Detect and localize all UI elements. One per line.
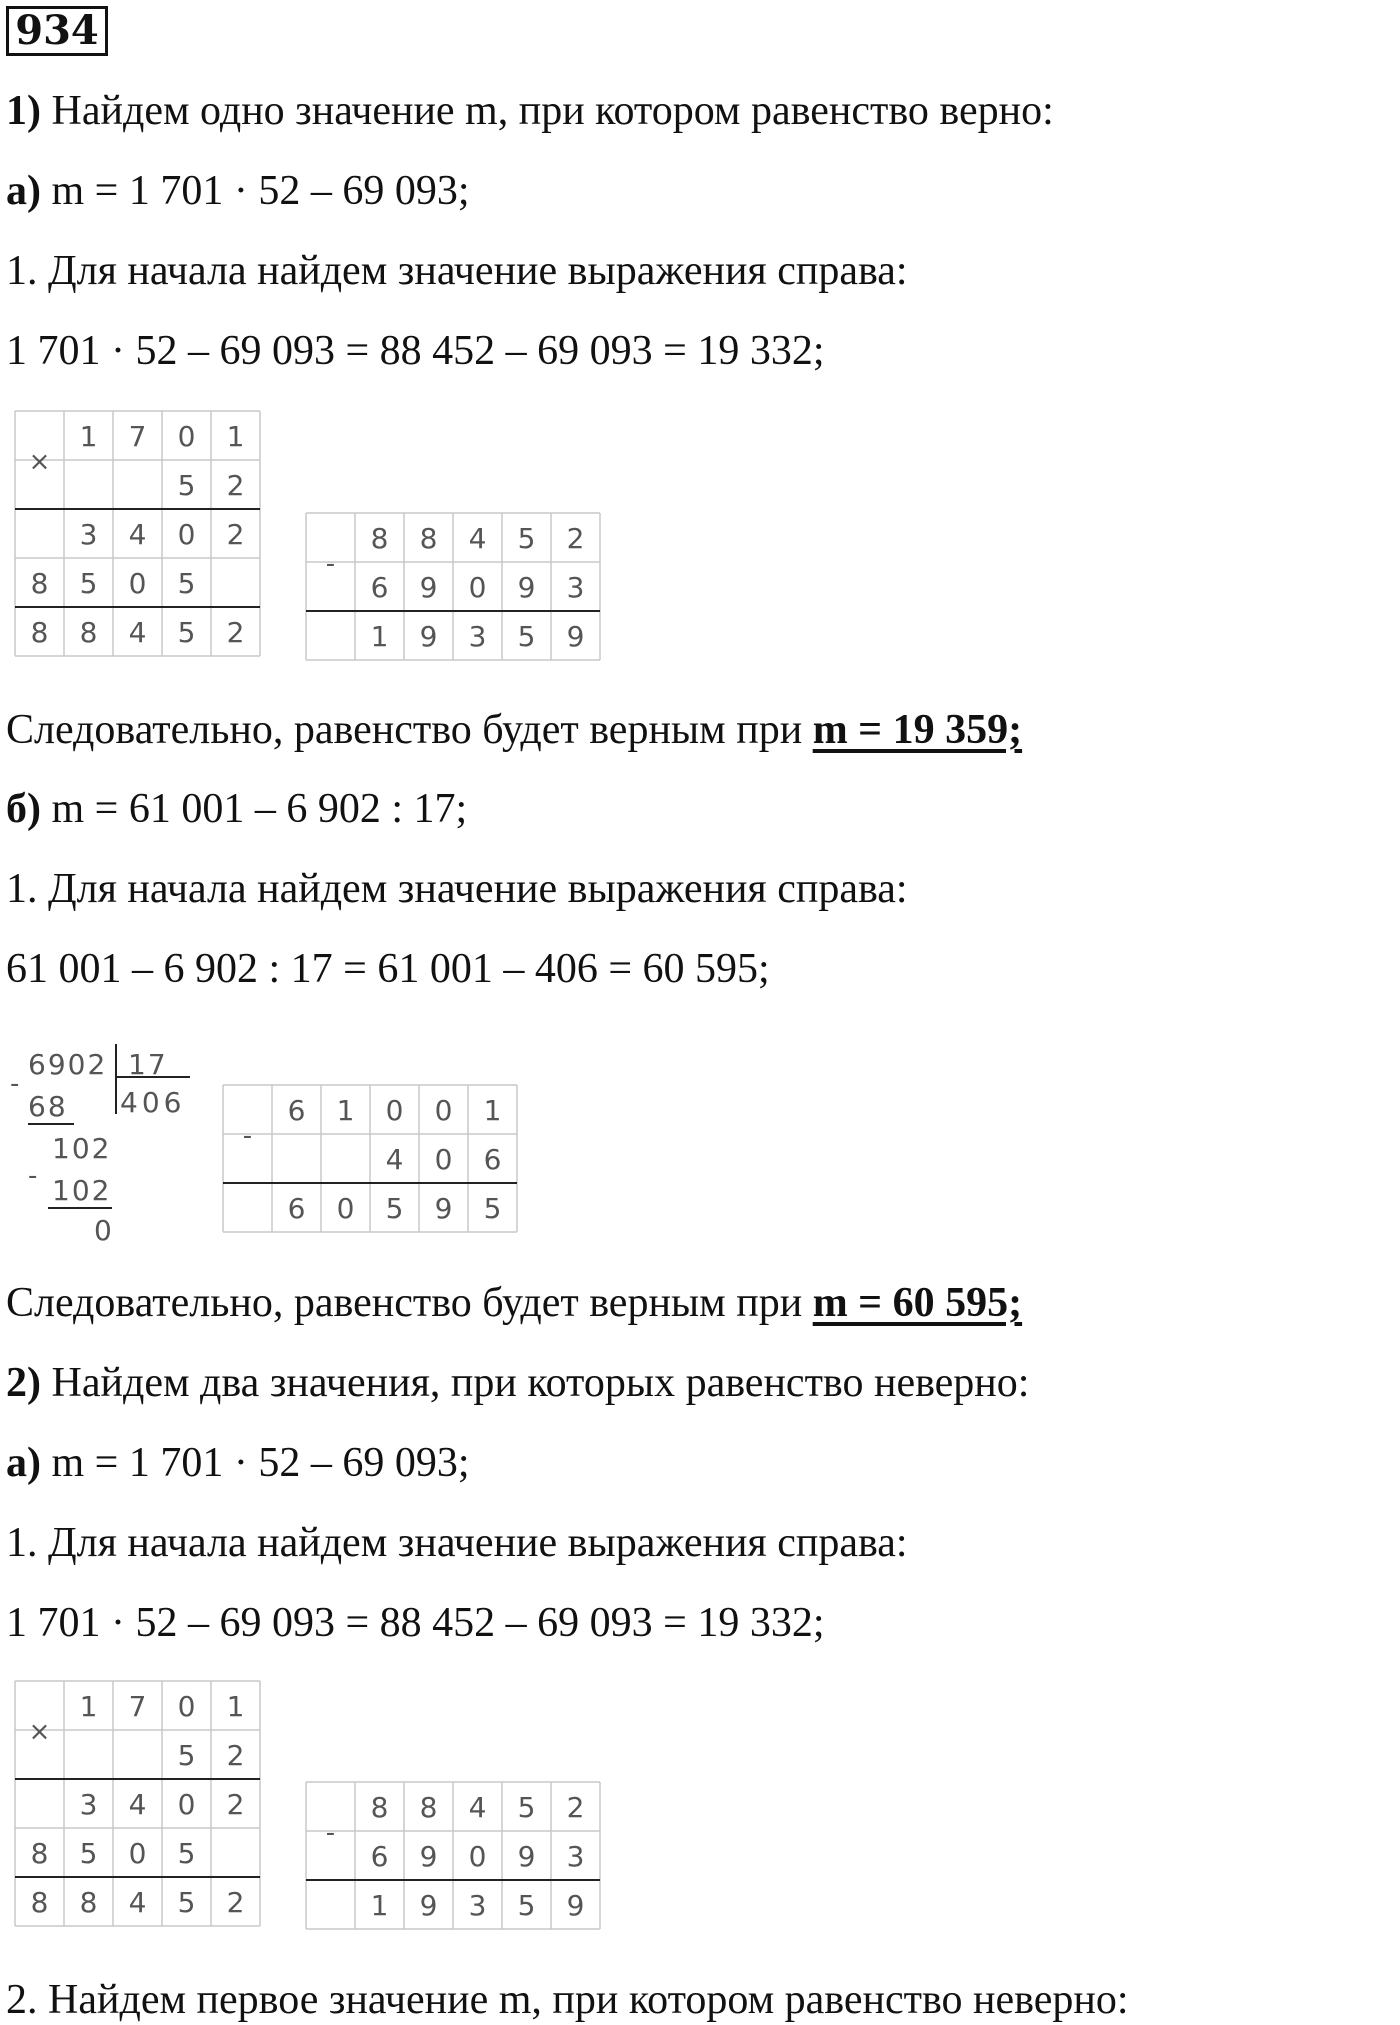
digit-cell: 8 bbox=[79, 1886, 98, 1919]
sub-table-2 bbox=[222, 1084, 520, 1235]
digit-cell: 1 bbox=[483, 1094, 502, 1127]
digit-cell: 4 bbox=[468, 522, 487, 555]
digit-cell: 1 bbox=[336, 1094, 355, 1127]
digit-cell: 3 bbox=[566, 571, 585, 604]
digit-cell: 5 bbox=[177, 567, 196, 600]
division-remainder: 0 bbox=[94, 1214, 112, 1242]
digit-cell: 4 bbox=[385, 1143, 404, 1176]
digit-cell: 1 bbox=[370, 1889, 389, 1922]
digit-cell: 4 bbox=[128, 518, 147, 551]
digit-cell: 8 bbox=[30, 1837, 49, 1870]
digit-cell: 9 bbox=[566, 620, 585, 653]
digit-cell: 8 bbox=[370, 522, 389, 555]
digit-cell: 1 bbox=[79, 1690, 98, 1723]
digit-cell: 8 bbox=[419, 1791, 438, 1824]
part1-heading bbox=[6, 86, 1054, 136]
sub-table-1 bbox=[305, 512, 603, 663]
digit-cell: 0 bbox=[177, 1690, 196, 1723]
digit-cell: 0 bbox=[434, 1094, 453, 1127]
operation-sign: - bbox=[242, 1121, 253, 1151]
digit-cell: 2 bbox=[566, 1791, 585, 1824]
digit-cell: 5 bbox=[517, 620, 536, 653]
digit-cell: 9 bbox=[517, 571, 536, 604]
digit-cell: 6 bbox=[287, 1094, 306, 1127]
digit-cell: 8 bbox=[30, 567, 49, 600]
digit-cell: 0 bbox=[177, 518, 196, 551]
digit-cell: 6 bbox=[370, 571, 389, 604]
digit-cell: 1 bbox=[226, 1690, 245, 1723]
digit-cell: 5 bbox=[79, 1837, 98, 1870]
digit-cell: 0 bbox=[385, 1094, 404, 1127]
digit-cell: 1 bbox=[370, 620, 389, 653]
digit-cell: 3 bbox=[468, 1889, 487, 1922]
b1-step: 1. Для начала найдем значение выражения справа: bbox=[6, 866, 908, 912]
a2-calc: 1 701 · 52 – 69 093 = 88 452 – 69 093 = 19 332; bbox=[6, 1600, 825, 1646]
a1-expression bbox=[6, 166, 470, 216]
a1-conclusion-text: Следовательно, равенство будет верным при bbox=[6, 707, 813, 753]
digit-cell: 5 bbox=[517, 522, 536, 555]
sub-table-3 bbox=[305, 1781, 603, 1932]
a1-step: 1. Для начала найдем значение выражения справа: bbox=[6, 248, 908, 294]
digit-cell: 2 bbox=[226, 1739, 245, 1772]
digit-cell: 0 bbox=[128, 1837, 147, 1870]
part2-heading bbox=[6, 1358, 1029, 1408]
digit-cell: 7 bbox=[128, 1690, 147, 1723]
digit-cell: 9 bbox=[517, 1840, 536, 1873]
digit-cell: 5 bbox=[177, 616, 196, 649]
digit-cell: 5 bbox=[385, 1192, 404, 1225]
b1-conclusion bbox=[6, 1278, 1022, 1328]
b1-answer: m = 60 595; bbox=[812, 1280, 1023, 1326]
digit-cell: 2 bbox=[226, 469, 245, 502]
division-minus-2: - bbox=[28, 1161, 38, 1191]
digit-cell: 5 bbox=[483, 1192, 502, 1225]
step2-text: 2. Найдем первое значение m, при котором равенство неверно: bbox=[6, 1977, 1129, 2023]
digit-cell: 2 bbox=[566, 522, 585, 555]
a2-expression bbox=[6, 1438, 470, 1488]
digit-cell: 5 bbox=[79, 567, 98, 600]
digit-cell: 6 bbox=[287, 1192, 306, 1225]
digit-cell: 1 bbox=[79, 420, 98, 453]
digit-cell: 0 bbox=[177, 420, 196, 453]
digit-cell: 3 bbox=[79, 1788, 98, 1821]
digit-cell: 9 bbox=[419, 571, 438, 604]
part1-text: Найдем одно значение m, при котором равенство верно: bbox=[41, 88, 1054, 134]
b1-label: б) bbox=[6, 786, 41, 832]
a1-answer: m = 19 359; bbox=[812, 707, 1023, 753]
digit-cell: 8 bbox=[79, 616, 98, 649]
part1-label: 1) bbox=[6, 88, 41, 134]
a2-label: а) bbox=[6, 1440, 41, 1486]
digit-cell: 8 bbox=[30, 616, 49, 649]
division-step-1: 68 bbox=[28, 1090, 68, 1123]
division-quotient: 406 bbox=[120, 1086, 186, 1119]
a1-calc: 1 701 · 52 – 69 093 = 88 452 – 69 093 = 19 332; bbox=[6, 328, 825, 374]
digit-cell: 9 bbox=[419, 1889, 438, 1922]
digit-cell: 0 bbox=[468, 571, 487, 604]
b1-expr: m = 61 001 – 6 902 : 17; bbox=[41, 786, 468, 832]
a1-conclusion bbox=[6, 705, 1022, 755]
digit-cell: 5 bbox=[517, 1791, 536, 1824]
a2-expr: m = 1 701 · 52 – 69 093; bbox=[41, 1440, 470, 1486]
digit-cell: 8 bbox=[419, 522, 438, 555]
b1-calc: 61 001 – 6 902 : 17 = 61 001 – 406 = 60 595; bbox=[6, 946, 770, 992]
digit-cell: 9 bbox=[419, 1840, 438, 1873]
digit-cell: 3 bbox=[468, 620, 487, 653]
digit-cell: 4 bbox=[128, 1788, 147, 1821]
operation-sign: - bbox=[325, 549, 336, 579]
digit-cell: 0 bbox=[434, 1143, 453, 1176]
mult-table-1 bbox=[14, 410, 263, 659]
division-divisor: 17 bbox=[128, 1048, 168, 1081]
b1-expression bbox=[6, 784, 467, 834]
digit-cell: 5 bbox=[177, 1739, 196, 1772]
division-minus-1: - bbox=[10, 1069, 20, 1099]
digit-cell: 2 bbox=[226, 518, 245, 551]
operation-sign: × bbox=[28, 447, 51, 477]
digit-cell: 2 bbox=[226, 1788, 245, 1821]
digit-cell: 0 bbox=[336, 1192, 355, 1225]
digit-cell: 7 bbox=[128, 420, 147, 453]
digit-cell: 3 bbox=[566, 1840, 585, 1873]
digit-cell: 5 bbox=[517, 1889, 536, 1922]
a1-label: а) bbox=[6, 168, 41, 214]
digit-cell: 9 bbox=[434, 1192, 453, 1225]
digit-cell: 5 bbox=[177, 1837, 196, 1870]
division-step-2: 102 bbox=[52, 1132, 112, 1165]
a2-step: 1. Для начала найдем значение выражения справа: bbox=[6, 1520, 908, 1566]
digit-cell: 1 bbox=[226, 420, 245, 453]
digit-cell: 2 bbox=[226, 616, 245, 649]
digit-cell: 5 bbox=[177, 469, 196, 502]
digit-cell: 0 bbox=[128, 567, 147, 600]
digit-cell: 8 bbox=[370, 1791, 389, 1824]
mult-table-2 bbox=[14, 1680, 263, 1929]
digit-cell: 9 bbox=[419, 620, 438, 653]
digit-cell: 2 bbox=[226, 1886, 245, 1919]
digit-cell: 3 bbox=[79, 518, 98, 551]
digit-cell: 0 bbox=[468, 1840, 487, 1873]
digit-cell: 8 bbox=[30, 1886, 49, 1919]
division-step-3: 102 bbox=[52, 1174, 112, 1207]
digit-cell: 6 bbox=[370, 1840, 389, 1873]
part2-label: 2) bbox=[6, 1360, 41, 1406]
division-dividend: 6902 bbox=[28, 1048, 108, 1081]
digit-cell: 4 bbox=[128, 616, 147, 649]
part2-text: Найдем два значения, при которых равенство неверно: bbox=[41, 1360, 1030, 1406]
digit-cell: 9 bbox=[566, 1889, 585, 1922]
digit-cell: 0 bbox=[177, 1788, 196, 1821]
task-number: 934 bbox=[6, 6, 108, 56]
operation-sign: × bbox=[28, 1717, 51, 1747]
operation-sign: - bbox=[325, 1818, 336, 1848]
b1-conclusion-text: Следовательно, равенство будет верным при bbox=[6, 1280, 813, 1326]
long-division bbox=[8, 1022, 208, 1242]
digit-cell: 5 bbox=[177, 1886, 196, 1919]
digit-cell: 4 bbox=[128, 1886, 147, 1919]
a1-expr: m = 1 701 · 52 – 69 093; bbox=[41, 168, 470, 214]
digit-cell: 4 bbox=[468, 1791, 487, 1824]
digit-cell: 6 bbox=[483, 1143, 502, 1176]
